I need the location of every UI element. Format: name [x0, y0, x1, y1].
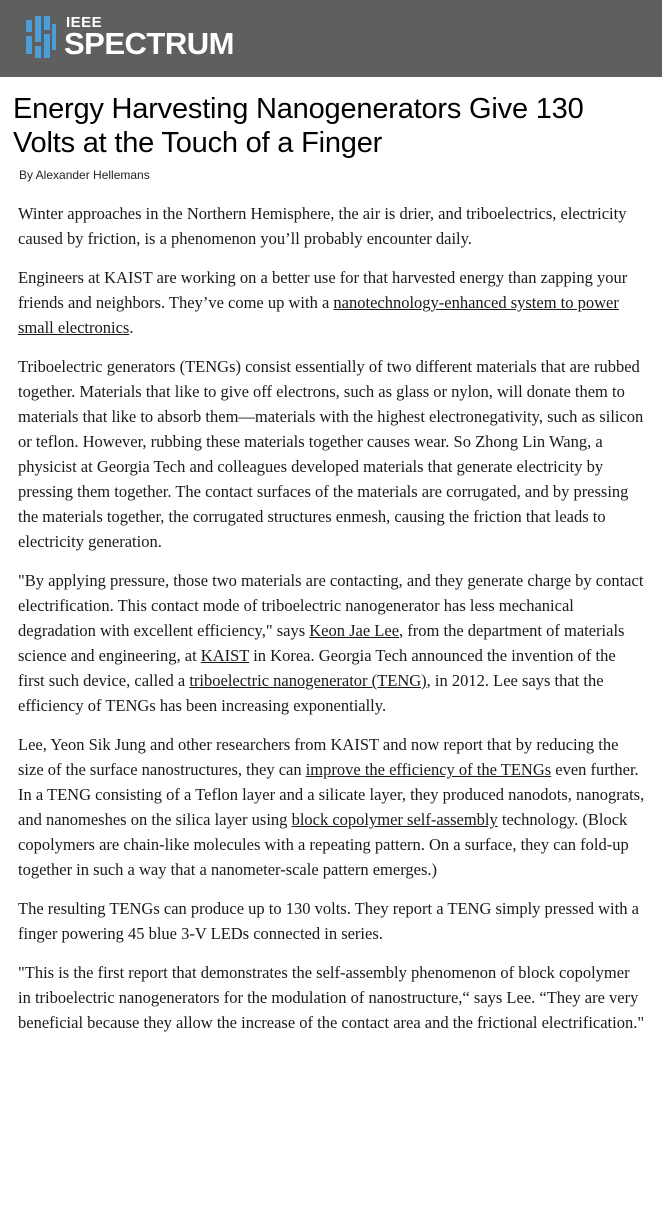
article-title: Energy Harvesting Nanogenerators Give 130 Volts at the Touch of a Finger — [13, 93, 584, 159]
ieee-logo-icon — [26, 16, 56, 58]
paragraph-4 — [18, 568, 646, 718]
paragraph-4-text-b: , from the department of materials science and engineering, at — [18, 621, 625, 665]
paragraph-5 — [18, 732, 646, 882]
article-byline: By Alexander Hellemans — [19, 168, 150, 182]
nanotechnology-system-link[interactable]: nanotechnology-enhanced system to power small electronics — [18, 293, 619, 337]
paragraph-4-text-d: , in 2012. Lee says that the efficiency of TENGs has been increasing exponentially. — [18, 671, 604, 715]
site-header — [0, 0, 662, 77]
paragraph-6: The resulting TENGs can produce up to 130 volts. They report a TENG simply pressed with a finger powering 45 blue 3-V LEDs connected in series. — [18, 899, 639, 943]
paragraph-5-text-b: even further. In a TENG consisting of a Teflon layer and a silicate layer, they produced nanodots, nanograts, and nanomeshes on the silica layer using — [18, 760, 645, 829]
paragraph-4-text-c: in Korea. Georgia Tech announced the invention of the first such device, called a — [18, 646, 616, 690]
paragraph-7: "This is the first report that demonstrates the self-assembly phenomenon of block copolymer in triboelectric nanogenerators for the modulation of nanostructure,“ says Lee. “They are very beneficial because they allow the increase of the contact area and the frictional electrification." — [18, 963, 645, 1032]
logo-spectrum-text: SPECTRUM — [64, 26, 234, 61]
article-body — [18, 201, 646, 1049]
teng-link[interactable]: triboelectric nanogenerator (TENG) — [189, 671, 427, 690]
ieee-spectrum-logo[interactable] — [26, 14, 256, 62]
paragraph-5-text-c: technology. (Block copolymers are chain-like molecules with a repeating pattern. On a surface, they can fold-up together in such a way that a nanometer-scale pattern emerges.) — [18, 810, 629, 879]
logo-ieee-text: IEEE — [66, 14, 103, 31]
paragraph-5-text-a: Lee, Yeon Sik Jung and other researchers from KAIST and now report that by reducing the size of the surface nanostructures, they can — [18, 735, 619, 779]
kaist-link[interactable]: KAIST — [200, 646, 250, 665]
paragraph-2-text-a: Engineers at KAIST are working on a better use for that harvested energy than zapping your friends and neighbors. They’ve come up with a — [18, 268, 628, 312]
improve-efficiency-link[interactable]: improve the efficiency of the TENGs — [305, 760, 552, 779]
paragraph-1: Winter approaches in the Northern Hemisphere, the air is drier, and triboelectrics, electricity caused by friction, is a phenomenon you’ll probably encounter daily. — [18, 204, 627, 248]
block-copolymer-link[interactable]: block copolymer self-assembly — [291, 810, 498, 829]
paragraph-2 — [18, 265, 646, 340]
paragraph-2-text-b: . — [129, 318, 134, 337]
paragraph-3: Triboelectric generators (TENGs) consist essentially of two different materials that are rubbed together. Materials that like to give off electrons, such as glass or nylon, will donate them to materials that like to absorb them—materials with the highest electronegativity, such as silicon or teflon. However, rubbing these materials together causes wear. So Zhong Lin Wang, a physicist at Georgia Tech and colleagues developed materials that generate electricity by pressing them together. The contact surfaces of the materials are corrugated, and by pressing the materials together, the corrugated structures enmesh, causing the friction that leads to electricity generation. — [18, 357, 644, 551]
paragraph-4-text-a: "By applying pressure, those two materials are contacting, and they generate charge by contact electrification. This contact mode of triboelectric nanogenerator has less mechanical degradation with excellent efficiency," says — [18, 571, 644, 640]
keon-jae-lee-link[interactable]: Keon Jae Lee — [309, 621, 400, 640]
